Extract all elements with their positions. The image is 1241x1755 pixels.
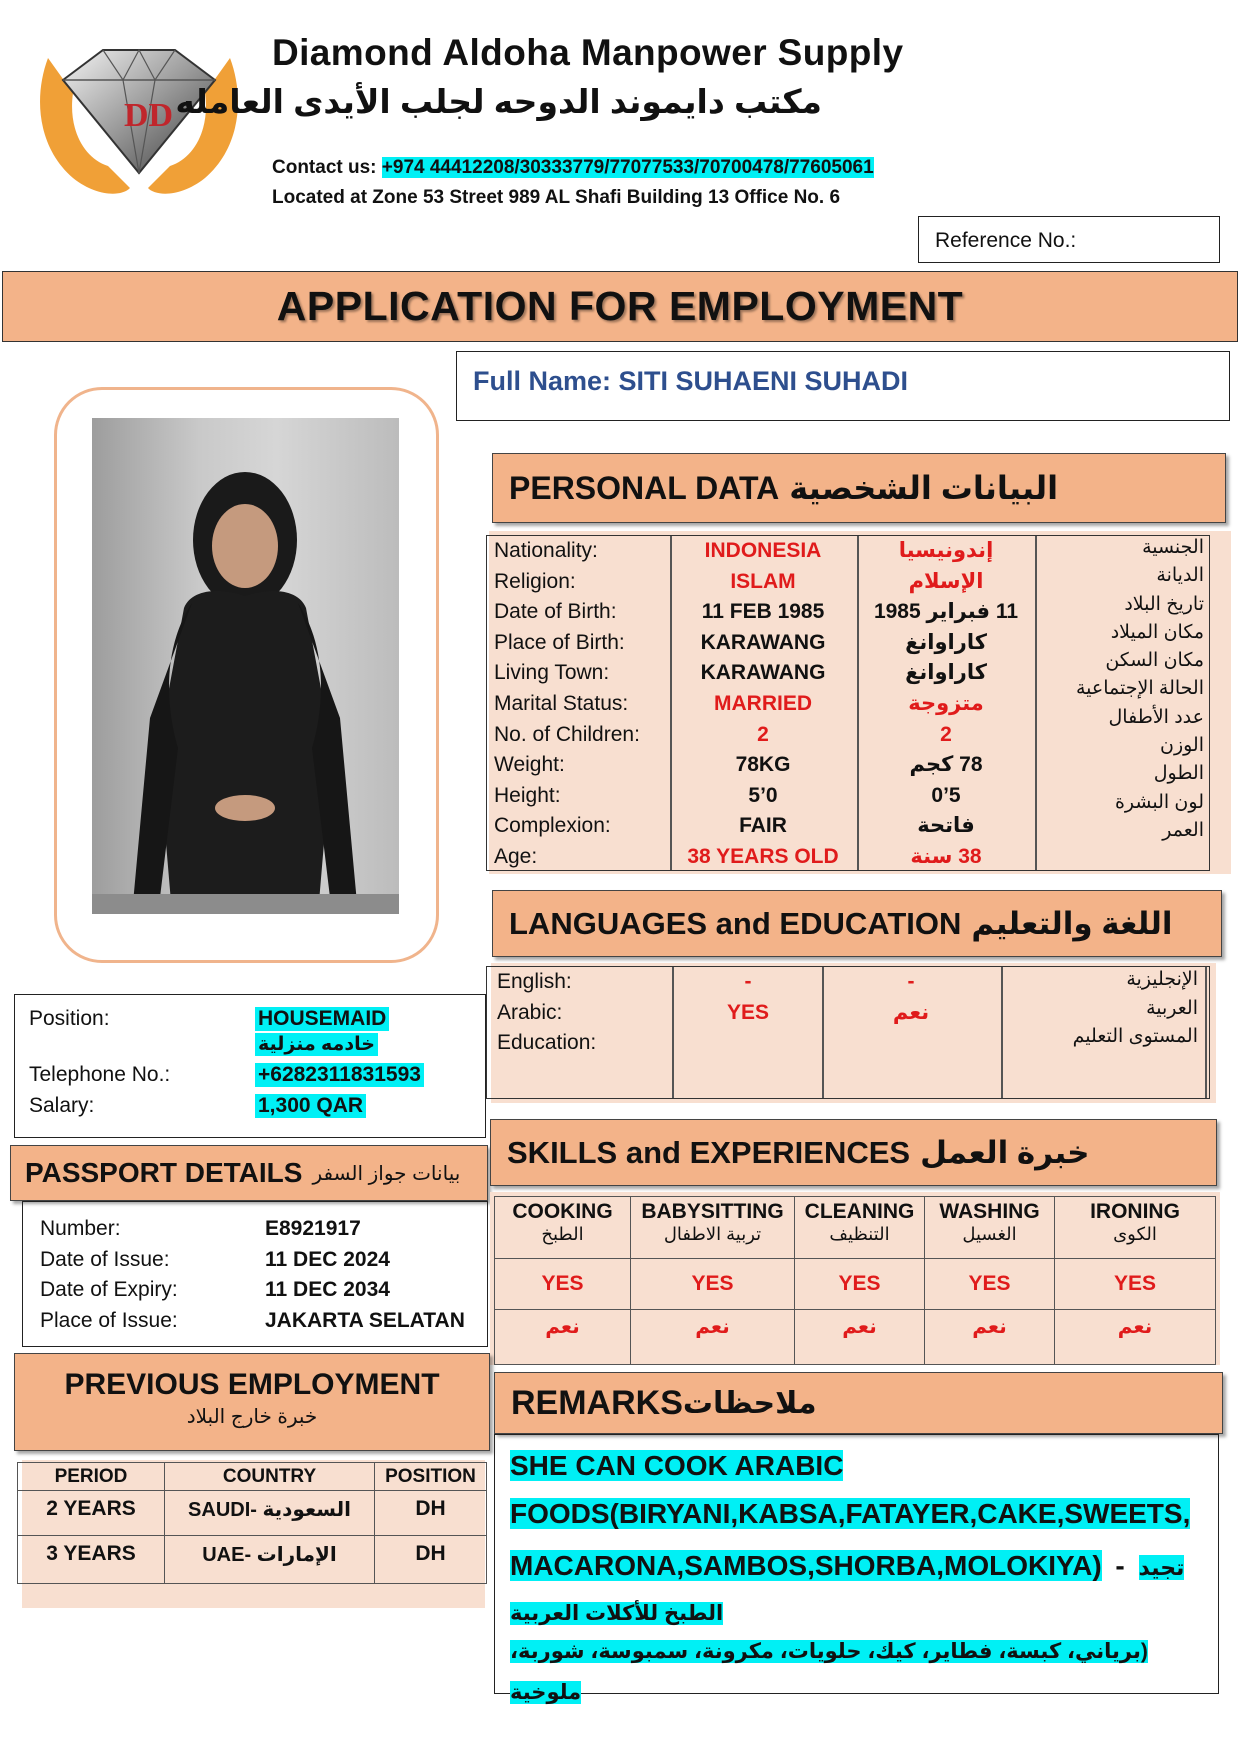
skill-ironing-en: IRONING [1090, 1200, 1180, 1223]
passport-heading-ar: بيانات جواز السفر [312, 1162, 461, 1185]
label-passport-number: Number: [40, 1217, 121, 1240]
skill-babysitting-ar: تربية الاطفال [663, 1224, 762, 1244]
value-ar-marital-status: متزوجة [908, 691, 984, 715]
languages-heading-en: LANGUAGES and EDUCATION [509, 905, 962, 941]
remarks-line-3: MACARONA,SAMBOS,SHORBA,MOLOKIYA) [510, 1550, 1102, 1581]
skills-table [494, 1196, 1216, 1365]
previous-employment-heading-en: PREVIOUS EMPLOYMENT [64, 1368, 440, 1401]
personal-values-en [670, 536, 856, 873]
languages-labels-ar [1002, 966, 1198, 1052]
skill-washing-header [925, 1197, 1055, 1259]
value-ar-english: - [907, 970, 915, 993]
value-ar-nationality: إندونيسيا [898, 539, 994, 562]
skill-cleaning-value-ar: نعم [795, 1310, 925, 1365]
value-ar-date-of-birth: 11 فبراير 1985 [873, 600, 1019, 624]
prev-period-1: 2 YEARS [18, 1491, 165, 1536]
prev-position-1: DH [375, 1491, 487, 1536]
prev-header-row [18, 1463, 487, 1491]
prev-position-2: DH [375, 1536, 487, 1584]
application-title-band [2, 271, 1238, 342]
languages-labels-en [497, 967, 596, 1059]
personal-values-ar [857, 536, 1035, 873]
previous-employment-heading-ar: خبرة خارج البلاد [186, 1406, 318, 1428]
label-weight: Weight: [494, 753, 565, 777]
skill-ironing-value: YES [1055, 1259, 1216, 1310]
remarks-text [510, 1444, 1210, 1704]
label-place-of-birth: Place of Birth: [494, 630, 625, 654]
label-religion: Religion: [494, 569, 576, 593]
value-weight: 78KG [735, 753, 791, 777]
skill-cleaning-value: YES [795, 1259, 925, 1310]
value-place-of-birth: KARAWANG [700, 630, 826, 654]
remarks-line-5-ar: (برياني، كبسة، فطاير، كيك، حلويات، مكرونة، سمبوسة، شوربة، ملوخية [510, 1640, 1148, 1704]
label-place-of-issue: Place of Issue: [40, 1308, 178, 1332]
column-country: COUNTRY [165, 1463, 375, 1491]
skill-cooking-ar: الطبخ [541, 1224, 584, 1244]
value-children: 2 [757, 722, 769, 746]
remarks-band [494, 1372, 1223, 1434]
languages-heading-ar: اللغة والتعليم [971, 905, 1173, 941]
languages-values-ar [822, 967, 1000, 1028]
remarks-heading-en: REMARKS [511, 1383, 683, 1422]
remarks-line-4-ar: الطبخ للأكلات العربية [510, 1602, 724, 1625]
label-ar-arabic: العربية [1146, 997, 1198, 1019]
table-row [18, 1491, 487, 1536]
label-marital-status: Marital Status: [494, 691, 629, 715]
salary-value: 1,300 QAR [255, 1094, 366, 1118]
skill-cooking-value-ar: نعم [495, 1310, 631, 1365]
full-name-box [456, 351, 1230, 421]
label-children: No. of Children: [494, 722, 640, 746]
languages-band [492, 890, 1222, 957]
value-marital-status: MARRIED [714, 691, 812, 715]
label-ar-marital-status: الحالة الإجتماعية [1076, 678, 1204, 700]
skill-cooking-value: YES [495, 1259, 631, 1310]
passport-box [22, 1201, 488, 1347]
skill-washing-value: YES [925, 1259, 1055, 1310]
company-logo [28, 38, 250, 213]
skill-washing-value-ar: نعم [925, 1310, 1055, 1365]
personal-labels-en [494, 536, 640, 873]
position-label: Position: [29, 1007, 110, 1030]
contact-label: Contact us: [272, 157, 377, 178]
position-box [14, 994, 486, 1138]
skill-ironing-value-ar: نعم [1055, 1310, 1216, 1365]
full-name: Full Name: SITI SUHAENI SUHADI [473, 366, 909, 396]
value-english: - [744, 970, 752, 993]
salary-label: Salary: [29, 1094, 95, 1117]
skill-cleaning-header [795, 1197, 925, 1259]
skill-babysitting-en: BABYSITTING [641, 1200, 784, 1223]
value-height: 5’0 [748, 783, 778, 807]
label-arabic: Arabic: [497, 1000, 563, 1024]
remarks-line-3-ar: تجيد [1138, 1555, 1185, 1580]
previous-employment-table [17, 1462, 487, 1584]
skill-babysitting-value-ar: نعم [631, 1310, 795, 1365]
skills-naam-row [495, 1310, 1216, 1365]
remarks-line-2: FOODS(BIRYANI,KABSA,FATAYER,CAKE,SWEETS, [510, 1498, 1191, 1529]
remarks-heading-ar: ملاحظات [682, 1386, 817, 1420]
label-education: Education: [497, 1031, 597, 1055]
value-age: 38 YEARS OLD [687, 844, 839, 868]
position-value-ar: خادمه منزلية [255, 1033, 378, 1056]
label-ar-religion: الديانة [1156, 565, 1204, 587]
skills-heading-ar: خبرة العمل [920, 1134, 1090, 1170]
label-ar-complexion: لون البشرة [1114, 791, 1204, 813]
skill-ironing-ar: الكوى [1113, 1224, 1157, 1244]
contact-numbers: +974 44412208/30333779/77077533/70700478/77605061 [381, 157, 874, 178]
prev-period-2: 3 YEARS [18, 1536, 165, 1584]
personal-data-heading-en: PERSONAL DATA [509, 469, 780, 506]
label-ar-children: عدد الأطفال [1108, 706, 1204, 728]
personal-data-band [492, 453, 1226, 523]
company-name-ar: مكتب دايموند الدوحه لجلب الأيدى العامله [175, 83, 822, 120]
skills-heading-en: SKILLS and EXPERIENCES [507, 1134, 911, 1170]
passport-band [10, 1145, 488, 1201]
column-period: PERIOD [18, 1463, 165, 1491]
passport-labels [40, 1214, 178, 1336]
label-ar-living-town: مكان السكن [1105, 650, 1204, 672]
value-ar-arabic: نعم [892, 1000, 930, 1024]
value-ar-place-of-birth: كاراوانغ [905, 630, 987, 654]
value-ar-height: 5’0 [931, 783, 961, 807]
page-title: APPLICATION FOR EMPLOYMENT [276, 283, 964, 329]
label-date-of-issue: Date of Issue: [40, 1247, 170, 1271]
value-living-town: KARAWANG [700, 661, 826, 685]
skill-cleaning-en: CLEANING [804, 1200, 915, 1223]
divider [1205, 967, 1207, 1098]
label-ar-date: تاريخ البلاد [1124, 593, 1204, 615]
skill-cleaning-ar: التنظيف [829, 1224, 890, 1244]
label-ar-english: الإنجليزية [1126, 969, 1198, 990]
skills-header-row [495, 1197, 1216, 1259]
label-ar-education: المستوى التعليم [1072, 1026, 1198, 1047]
label-height: Height: [494, 783, 561, 807]
skills-yes-row [495, 1259, 1216, 1310]
value-complexion: FAIR [739, 814, 787, 838]
label-date-of-birth: Date of Birth: [494, 600, 617, 624]
value-nationality: INDONESIA [704, 539, 822, 562]
languages-values-en [673, 967, 823, 1028]
previous-employment-band [14, 1353, 490, 1451]
personal-labels-ar [1036, 534, 1204, 845]
label-ar-weight: الوزن [1159, 735, 1204, 757]
skill-ironing-header [1055, 1197, 1216, 1259]
label-date-of-expiry: Date of Expiry: [40, 1278, 178, 1302]
value-date-of-issue: 11 DEC 2024 [265, 1247, 390, 1271]
value-religion: ISLAM [730, 569, 796, 593]
remarks-dash: - [1115, 1550, 1125, 1581]
value-ar-living-town: كاراوانغ [905, 661, 987, 685]
label-age: Age: [494, 844, 538, 868]
address-line: Located at Zone 53 Street 989 AL Shafi Building 13 Office No. 6 [272, 187, 841, 208]
skill-babysitting-header [631, 1197, 795, 1259]
telephone-value: +6282311831593 [255, 1063, 424, 1087]
value-place-of-issue: JAKARTA SELATAN [265, 1308, 465, 1332]
remarks-line-1: SHE CAN COOK ARABIC [510, 1450, 844, 1481]
value-ar-complexion: فاتحة [917, 814, 975, 838]
company-name-en: Diamond Aldoha Manpower Supply [272, 32, 904, 73]
telephone-label: Telephone No.: [29, 1063, 171, 1086]
value-arabic: YES [726, 1000, 770, 1024]
skill-babysitting-value: YES [631, 1259, 795, 1310]
label-living-town: Living Town: [494, 661, 610, 685]
skill-washing-ar: الغسيل [962, 1224, 1017, 1244]
label-english: English: [497, 970, 572, 993]
skill-cooking-header [495, 1197, 631, 1259]
label-ar-height: الطول [1153, 763, 1204, 785]
value-passport-number: E8921917 [265, 1217, 361, 1240]
label-ar-nationality: الجنسية [1142, 537, 1204, 558]
reference-box [918, 216, 1220, 263]
value-ar-children: 2 [940, 722, 952, 746]
label-ar-age: العمر [1162, 819, 1204, 841]
passport-heading-en: PASSPORT DETAILS [25, 1157, 303, 1188]
position-value: HOUSEMAID [255, 1007, 389, 1031]
prev-country-2: UAE- الإمارات [165, 1536, 375, 1584]
value-date-of-birth: 11 FEB 1985 [701, 600, 825, 624]
skills-band [490, 1119, 1217, 1186]
column-position: POSITION [375, 1463, 487, 1491]
value-date-of-expiry: 11 DEC 2034 [265, 1278, 390, 1302]
value-ar-weight: 78 كجم [909, 753, 983, 777]
table-row [18, 1536, 487, 1584]
label-complexion: Complexion: [494, 814, 611, 838]
contact-line [272, 157, 874, 179]
label-nationality: Nationality: [494, 539, 598, 562]
value-ar-religion: الإسلام [908, 569, 984, 593]
applicant-photo [92, 418, 399, 914]
passport-values [265, 1214, 465, 1336]
skill-washing-en: WASHING [939, 1200, 1040, 1223]
personal-data-heading-ar: البيانات الشخصية [789, 470, 1059, 506]
value-ar-age: 38 سنة [910, 844, 982, 868]
label-ar-place-of-birth: مكان الميلاد [1110, 621, 1204, 643]
skill-cooking-en: COOKING [512, 1200, 613, 1223]
reference-label: Reference No.: [935, 229, 1077, 252]
logo-letters: DD [124, 97, 174, 134]
prev-country-1: SAUDI- السعودية [165, 1491, 375, 1536]
